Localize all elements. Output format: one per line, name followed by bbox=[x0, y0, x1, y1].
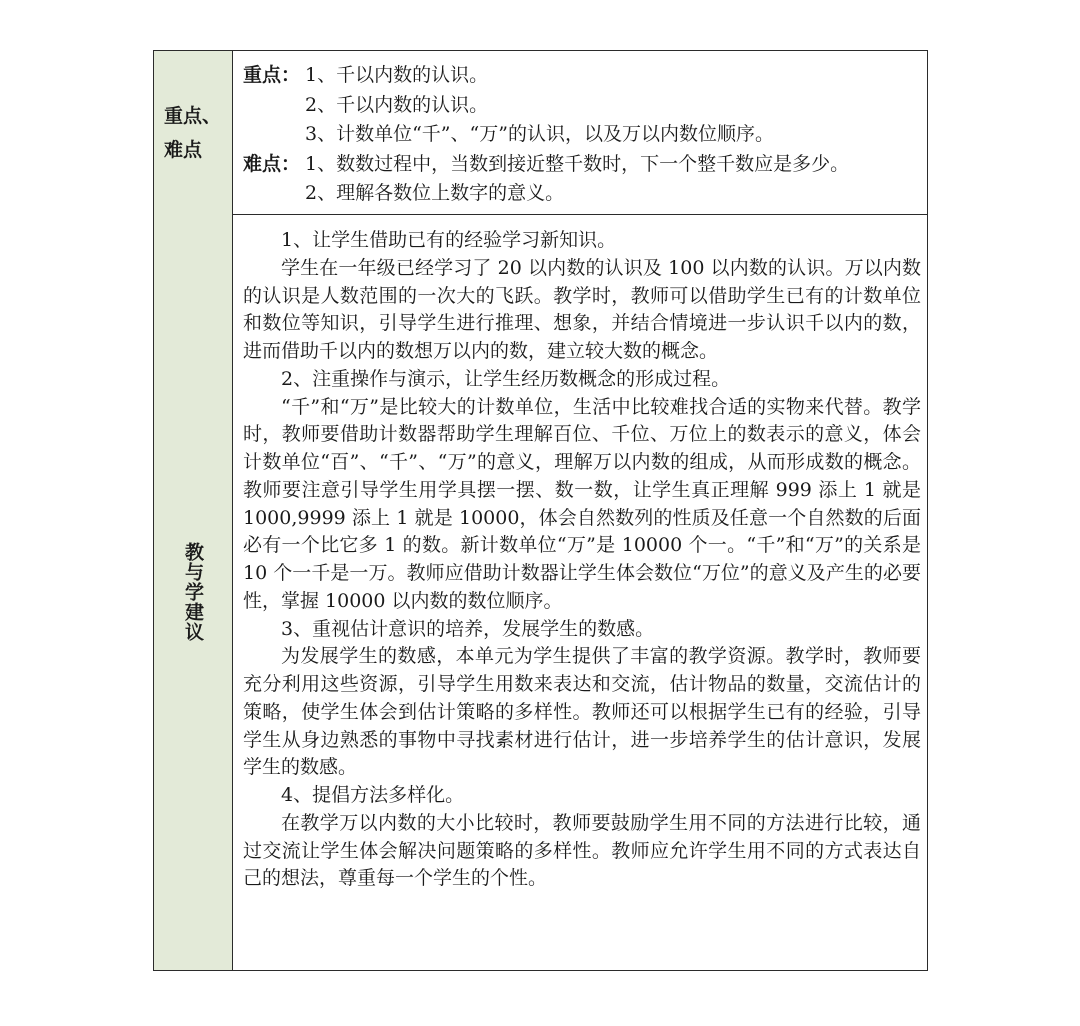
difficulty-line bbox=[243, 179, 921, 209]
focus-label-line1: 重点、 bbox=[164, 104, 222, 127]
focus-row bbox=[154, 51, 927, 215]
key-point-item: 1、千以内数的认识。 bbox=[305, 64, 489, 86]
difficulty-item: 2、理解各数位上数字的意义。 bbox=[305, 182, 565, 204]
difficulties-heading: 难点： bbox=[243, 152, 301, 175]
focus-label-line2: 难点 bbox=[164, 138, 203, 161]
key-point-line bbox=[243, 120, 921, 150]
advice-paragraph: 学生在一年级已经学习了 20 以内数的认识及 100 以内数的认识。万以内数的认识是人数范围的一次大的飞跃。教学时，教师可以借助学生已有的计数单位和数位等知识，引导学生进行推理、想象，并结合情境进一步认识千以内的数，进而借助千以内的数想万以内的数，建立较大数的概念。 bbox=[243, 256, 921, 362]
advice-row bbox=[154, 214, 927, 970]
advice-point-heading: 3、重视估计意识的培养，发展学生的数感。 bbox=[281, 617, 655, 640]
advice-paragraph: 在教学万以内数的大小比较时，教师要鼓励学生用不同的方法进行比较，通过交流让学生体会解决问题策略的多样性。教师应允许学生用不同的方式表达自己的想法，尊重每一个学生的个性。 bbox=[243, 811, 921, 890]
advice-label: 教与学建议 bbox=[182, 542, 204, 642]
key-point-item: 3、计数单位“千”、“万”的认识，以及万以内数位顺序。 bbox=[305, 123, 774, 145]
focus-label-cell bbox=[154, 51, 233, 214]
key-point-line bbox=[243, 91, 921, 121]
key-point-item: 2、千以内数的认识。 bbox=[305, 93, 489, 116]
advice-content-cell bbox=[233, 214, 927, 970]
advice-point-heading: 1、让学生借助已有的经验学习新知识。 bbox=[281, 229, 617, 251]
advice-paragraph: “千”和“万”是比较大的计数单位，生活中比较难找合适的实物来代替。教学时，教师要借助计数器帮助学生理解百位、千位、万位上的数表示的意义，体会计数单位“百”、“千”、“万”的意义，理解万以内数的组成，从而形成数的概念。教师要注意引导学生用学具摆一摆、数一数，让学生真正理解 999 添上 1 就是 1000,9999 添上 1 就是 10000，体会自然数列的性质及任意一个自然数的后面必有一个比它多 1 的数。新计数单位“万”是 10000 个一。“千”和“万”的关系是 10 个一千是一万。教师应借助计数器让学生体会数位“万位”的意义及产生的必要性，掌握 10000 以内数的数位顺序。 bbox=[243, 395, 921, 612]
advice-point-heading: 2、注重操作与演示，让学生经历数概念的形成过程。 bbox=[281, 367, 731, 390]
lesson-plan-table bbox=[153, 50, 928, 971]
focus-content-cell bbox=[233, 51, 927, 214]
difficulty-line bbox=[243, 150, 921, 180]
advice-point-heading: 4、提倡方法多样化。 bbox=[281, 784, 465, 806]
advice-paragraph: 为发展学生的数感，本单元为学生提供了丰富的教学资源。教学时，教师要充分利用这些资源，引导学生用数来表达和交流，估计物品的数量，交流估计的策略，使学生体会到估计策略的多样性。教师还可以根据学生已有的经验，引导学生从身边熟悉的事物中寻找素材进行估计，进一步培养学生的估计意识，发展学生的数感。 bbox=[243, 645, 921, 779]
difficulty-item: 1、数数过程中，当数到接近整千数时，下一个整千数应是多少。 bbox=[305, 152, 850, 175]
advice-label-cell bbox=[154, 214, 233, 970]
key-points-heading: 重点： bbox=[243, 64, 301, 86]
key-point-line bbox=[243, 61, 921, 91]
